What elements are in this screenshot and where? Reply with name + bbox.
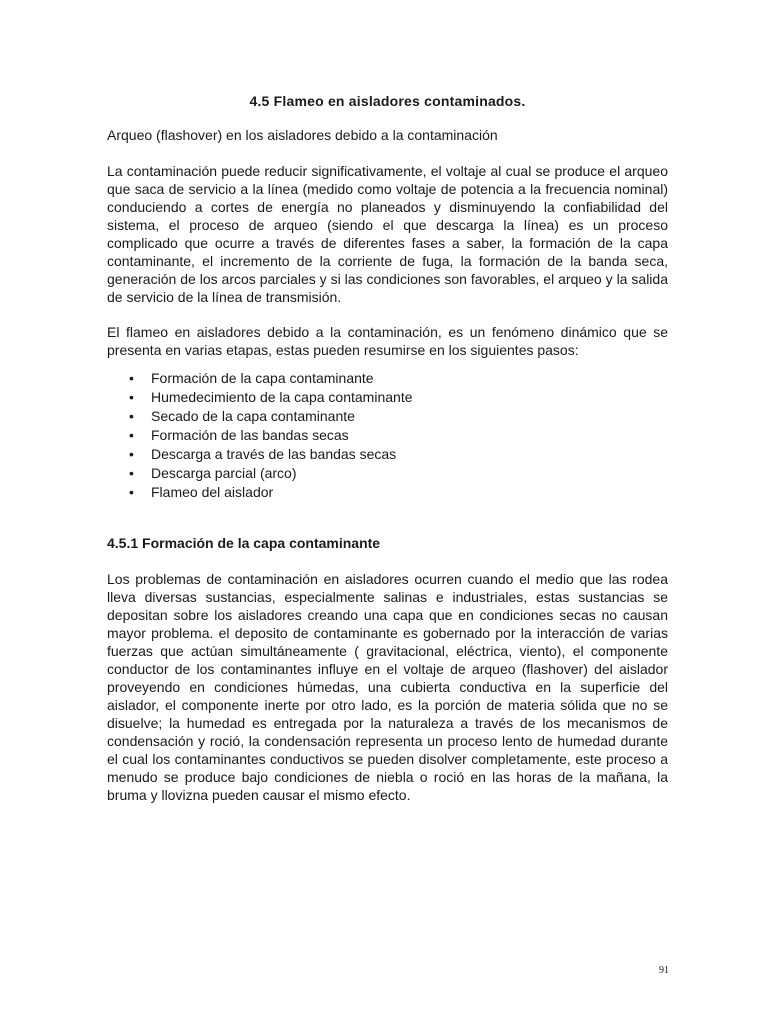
paragraph-flashover-stages: El flameo en aisladores debido a la contaminación, es un fenómeno dinámico que se presenta en varias etapas, estas pueden resumirse en los siguientes pasos: [107,324,668,358]
bullet-icon: • [129,446,134,462]
paragraph-contamination-intro: La contaminación puede reducir significativamente, el voltaje al cual se produce el arqueo que saca de servicio a la línea (medido como voltaje de potencia a la frecuencia nominal) conduciendo a cortes de energía no planeados y disminuyendo la confiabilidad del sistema, el proceso de arqueo (siendo el que descarga la línea) es un proceso complicado que ocurre a través de diferentes fases a saber, la formación de la capa contaminante, el incremento de la corriente de fuga, la formación de la banda seca, generación de los arcos parciales y si las condiciones son favorables, el arqueo y la salida de servicio de la línea de transmisión. [107,163,668,305]
list-item: • Descarga parcial (arco) [129,465,297,481]
list-item: • Descarga a través de las bandas secas [129,446,397,462]
bullet-icon: • [129,408,134,424]
section-subtitle: Arqueo (flashover) en los aisladores debido a la contaminación [107,127,498,143]
list-item: • Formación de las bandas secas [129,427,349,443]
bullet-icon: • [129,465,134,481]
list-item: • Flameo del aislador [129,484,274,500]
page-number: 91 [659,965,669,976]
bullet-icon: • [129,370,134,386]
list-item: • Humedecimiento de la capa contaminante [129,389,413,405]
bullet-icon: • [129,484,134,500]
paragraph-contaminant-layer: Los problemas de contaminación en aisladores ocurren cuando el medio que las rodea lleva diversas sustancias, especialmente salinas e industriales, estas sustancias se depositan sobre los aisladores creando una capa que en condiciones secas no causan mayor problema. el deposito de contaminante es gobernado por la interacción de varias fuerzas que actúan simultáneamente ( gravitacional, eléctrica, viento), el componente conductor de los contaminantes influye en el voltaje de arqueo (flashover) del aislador proveyendo en condiciones húmedas, una cubierta conductiva en la superficie del aislador, el componente inerte por otro lado, es la porción de materia sólida que no se disuelve; la humedad es entregada por la naturaleza a través de los mecanismos de condensación y roció, la condensación representa un proceso lento de humedad durante el cual los contaminantes conductivos se pueden disolver completamente, este proceso a menudo se produce bajo condiciones de niebla o roció en las horas de la mañana, la bruma y llovizna pueden causar el mismo efecto. [107,571,668,803]
document-page [107,92,668,821]
flashover-stages-list [107,369,668,502]
bullet-icon: • [129,389,134,405]
section-title: 4.5 Flameo en aisladores contaminados. [249,93,526,109]
subsection-title: 4.5.1 Formación de la capa contaminante [107,535,381,551]
list-item: • Formación de la capa contaminante [129,370,374,386]
list-item: • Secado de la capa contaminante [129,408,355,424]
bullet-icon: • [129,427,134,443]
